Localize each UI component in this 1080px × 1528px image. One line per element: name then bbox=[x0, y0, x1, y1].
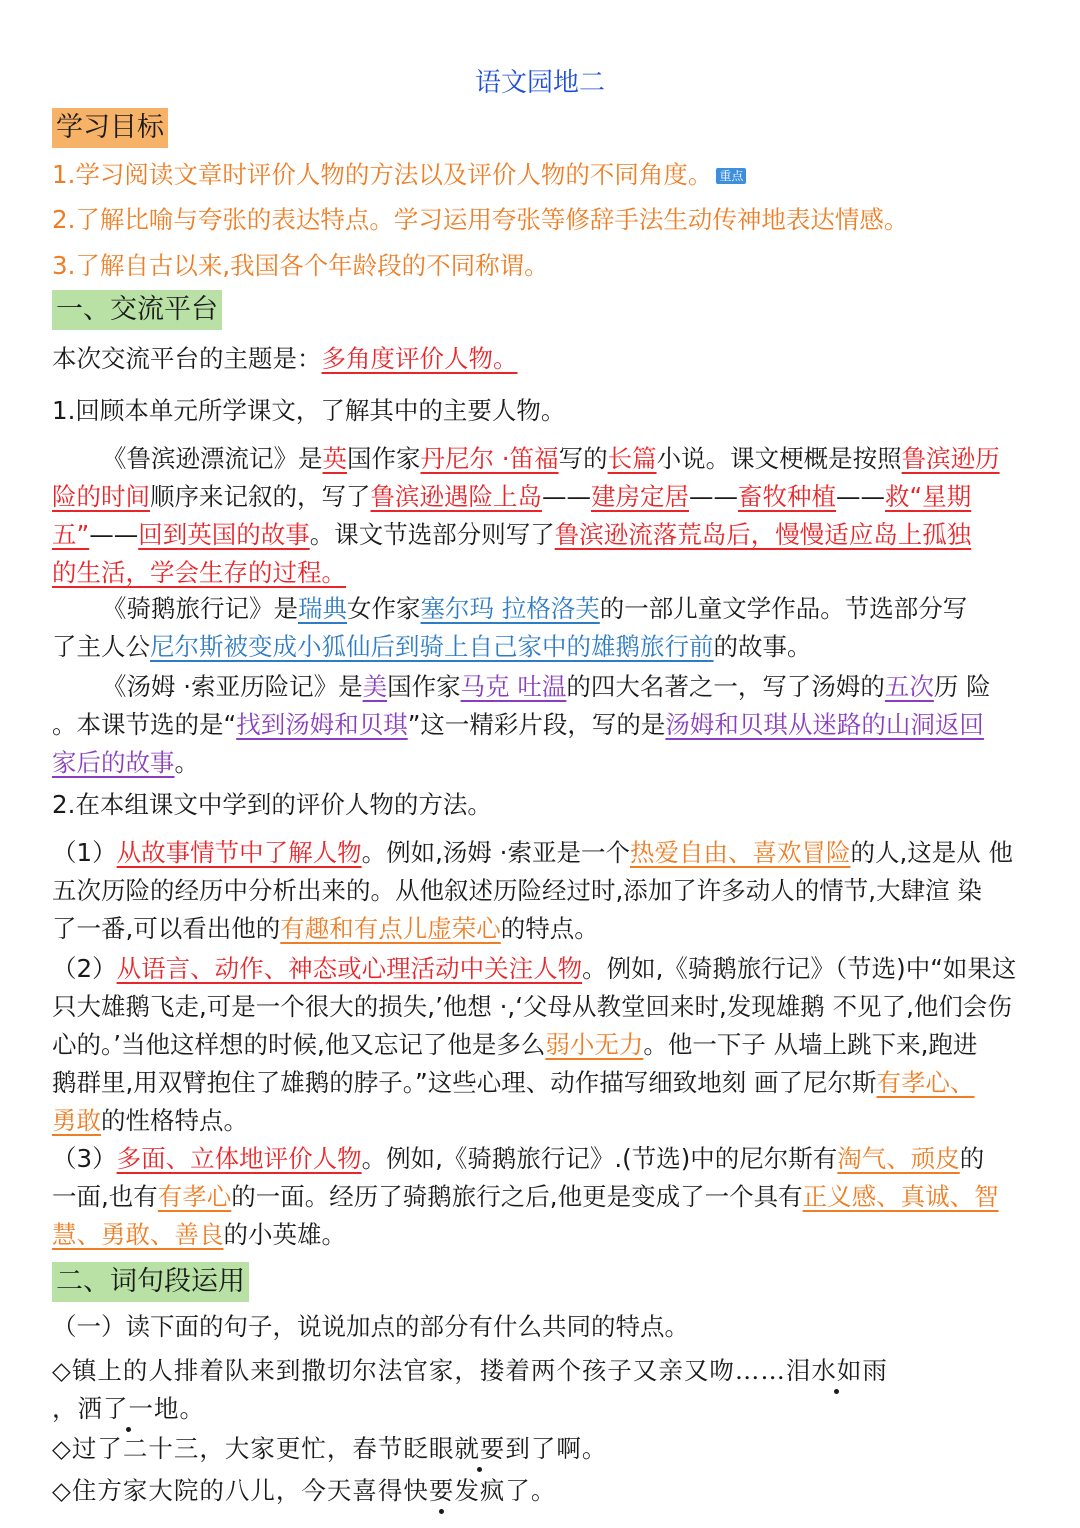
text-segment: 瑞典 bbox=[298, 594, 347, 623]
section-2-heading: 二、词句段运用 bbox=[52, 1262, 249, 1302]
text-line bbox=[52, 706, 1027, 744]
text-segment: 本次交流平台的主题是： bbox=[52, 344, 322, 373]
text-segment: 的人,这是从 他 bbox=[850, 838, 1014, 867]
section-1-heading: 一、交流平台 bbox=[52, 290, 222, 330]
text-segment: 热爱自由、喜欢冒险 bbox=[629, 838, 851, 867]
text-segment: ， bbox=[52, 1394, 78, 1423]
text-segment: 找到汤姆和贝琪 bbox=[236, 710, 408, 739]
text-line bbox=[52, 910, 1027, 948]
text-segment: 顺序来记叙的，写了 bbox=[150, 482, 371, 511]
text-segment: 《汤姆 ·索亚历险记》是 bbox=[102, 672, 363, 701]
text-segment: （3） bbox=[52, 1144, 117, 1173]
text-segment: ◇镇上的人排着队来到撒切尔法官家，搂着两个孩子又亲又吻…… bbox=[52, 1356, 786, 1385]
theme-line bbox=[52, 340, 1027, 375]
text-segment: 的小英雄。 bbox=[223, 1220, 346, 1249]
goals-heading: 学习目标 bbox=[52, 108, 168, 148]
text-segment: 长篇 bbox=[607, 444, 657, 473]
question-2: 2.在本组课文中学到的评价人物的方法。 bbox=[52, 790, 492, 819]
text-segment: 。本课节选的是“ bbox=[52, 710, 237, 739]
text-segment: 。 bbox=[530, 1476, 557, 1505]
text-segment: 马克 吐温 bbox=[460, 672, 567, 701]
text-line bbox=[52, 668, 1027, 706]
text-segment: 畜牧种植 bbox=[738, 482, 836, 511]
text-line bbox=[52, 744, 1027, 782]
sentence-3 bbox=[52, 1472, 556, 1507]
text-segment: 眨眼就要到了 bbox=[403, 1430, 556, 1465]
text-segment: 只大雄鹅飞走,可是一个很大的损失,’他想 ·,‘父母从教堂回来时,发现雄鹅 不见了,他们会伤 bbox=[52, 992, 1012, 1021]
text-line bbox=[52, 554, 1027, 592]
text-segment: 啊。 bbox=[556, 1434, 608, 1463]
text-segment: 。 bbox=[179, 1394, 205, 1423]
text-segment: 的一面。经历了骑鹅旅行之后,他更是变成了一个具有 bbox=[231, 1182, 803, 1211]
text-line bbox=[52, 1178, 1027, 1216]
text-segment: 《鲁滨逊漂流记》是 bbox=[102, 444, 323, 473]
text-segment: 回到英国的故事 bbox=[138, 520, 310, 549]
text-segment: 从故事情节中了解人物 bbox=[116, 838, 362, 867]
text-segment: 洒了一地 bbox=[78, 1390, 180, 1425]
text-segment: 《骑鹅旅行记》是 bbox=[102, 594, 298, 623]
text-segment: 勇敢 bbox=[52, 1106, 101, 1135]
text-segment: 美 bbox=[362, 672, 388, 701]
sentence-1 bbox=[52, 1352, 888, 1387]
method-1 bbox=[52, 834, 1027, 948]
text-line bbox=[52, 1216, 1027, 1254]
text-segment: （1） bbox=[52, 838, 117, 867]
text-segment: 慧、勇敢、善良 bbox=[52, 1220, 224, 1249]
method-3 bbox=[52, 1140, 1027, 1254]
text-segment: 。他一下子 从墙上跳下来,跑进 bbox=[643, 1030, 978, 1059]
text-line bbox=[52, 516, 1027, 554]
exercise-question: （一）读下面的句子，说说加点的部分有什么共同的特点。 bbox=[52, 1312, 689, 1341]
text-line bbox=[52, 1140, 1027, 1178]
text-segment: 五次 bbox=[884, 672, 934, 701]
text-segment: 救“星期 bbox=[885, 482, 972, 511]
text-segment: —— bbox=[689, 482, 738, 511]
text-segment: ”这一精彩片段，写的是 bbox=[407, 710, 666, 739]
sentence-1-cont bbox=[52, 1390, 205, 1425]
text-line bbox=[52, 872, 1027, 910]
text-segment: 汤姆和贝琪从迷路的山洞返回 bbox=[665, 710, 984, 739]
text-line bbox=[52, 1102, 1027, 1140]
theme-text: 多角度评价人物。 bbox=[321, 344, 518, 373]
text-line bbox=[52, 988, 1027, 1026]
text-segment: 鲁滨逊历 bbox=[901, 444, 1000, 473]
text-segment: 的一部儿童文学作品。节选部分写 bbox=[599, 594, 968, 623]
goal-item-3: 3.了解自古以来,我国各个年龄段的不同称谓。 bbox=[52, 251, 549, 280]
text-segment: 鲁滨逊遇险上岛 bbox=[370, 482, 542, 511]
text-line bbox=[52, 950, 1027, 988]
text-segment: 有趣和有点儿虚荣心 bbox=[280, 914, 501, 943]
text-segment: ◇住方家大院的八儿，今天 bbox=[52, 1476, 353, 1505]
text-segment: 。例如,汤姆 ·索亚是一个 bbox=[361, 838, 630, 867]
text-segment: 险的时间 bbox=[52, 482, 150, 511]
text-segment: 尼尔斯被变成小狐仙后到骑上自己家中的雄鹅旅行前 bbox=[150, 632, 714, 661]
text-segment: 多面、立体地评价人物 bbox=[116, 1144, 362, 1173]
text-segment: 国作家 bbox=[347, 444, 421, 473]
text-segment: 的生活，学会生存的过程。 bbox=[52, 558, 346, 587]
text-segment: 了主人公 bbox=[52, 632, 150, 661]
text-segment: 有孝心 bbox=[157, 1182, 232, 1211]
text-line bbox=[52, 440, 1027, 478]
text-segment: 1.学习阅读文章时评价人物的方法以及评价人物的不同角度。 bbox=[52, 160, 713, 189]
text-line bbox=[52, 478, 1027, 516]
text-segment: 历 险 bbox=[933, 672, 991, 701]
text-segment: 女作家 bbox=[347, 594, 421, 623]
text-line bbox=[52, 1064, 1027, 1102]
text-segment: 。课文节选部分则写了 bbox=[309, 520, 555, 549]
question-1: 1.回顾本单元所学课文，了解其中的主要人物。 bbox=[52, 396, 566, 425]
text-segment: 的 bbox=[959, 1144, 985, 1173]
page-title: 语文园地二 bbox=[474, 68, 605, 98]
text-segment: 弱小无力 bbox=[545, 1030, 644, 1059]
key-point-badge: 重点 bbox=[716, 168, 746, 184]
text-segment: —— bbox=[542, 482, 591, 511]
text-segment: ◇过了二十三，大家更忙，春节 bbox=[52, 1434, 404, 1463]
text-segment: 英 bbox=[322, 444, 347, 473]
text-segment: 五” bbox=[52, 520, 90, 549]
text-segment: 国作家 bbox=[387, 672, 461, 701]
text-segment: 塞尔玛 拉格洛芙 bbox=[420, 594, 600, 623]
text-segment: 小说。课文梗概是按照 bbox=[656, 444, 902, 473]
text-segment: 有孝心、 bbox=[876, 1068, 975, 1097]
text-segment: 家后的故事 bbox=[52, 748, 175, 777]
text-segment: 泪水如雨 bbox=[786, 1352, 888, 1387]
paragraph-nils bbox=[52, 590, 1027, 666]
text-segment: 五次历险的经历中分析出来的。从他叙述历险经过时,添加了许多动人的情节,大肆渲 染 bbox=[52, 876, 982, 905]
text-segment: 一面,也有 bbox=[52, 1182, 158, 1211]
paragraph-tom bbox=[52, 668, 1027, 782]
text-segment: 丹尼尔 ·笛福 bbox=[420, 444, 559, 473]
text-segment: （2） bbox=[52, 954, 117, 983]
text-segment: 的性格特点。 bbox=[101, 1106, 248, 1135]
text-line bbox=[52, 1026, 1027, 1064]
text-segment: 的故事。 bbox=[713, 632, 812, 661]
text-segment: 从语言、动作、神态或心理活动中关注人物 bbox=[116, 954, 583, 983]
text-segment: 的特点。 bbox=[500, 914, 599, 943]
text-line bbox=[52, 834, 1027, 872]
paragraph-robinson bbox=[52, 440, 1027, 592]
text-line bbox=[52, 628, 1027, 666]
text-segment: 鹅群里,用双臂抱住了雄鹅的脖子。”这些心理、动作描写细致地刻 画了尼尔斯 bbox=[52, 1068, 877, 1097]
text-segment: 了一番,可以看出他的 bbox=[52, 914, 281, 943]
text-segment: 淘气、顽皮 bbox=[837, 1144, 960, 1173]
text-segment: —— bbox=[836, 482, 885, 511]
text-segment: 心的。’当他这样想的时候,他又忘记了他是多么 bbox=[52, 1030, 546, 1059]
text-segment: 的四大名著之一，写了汤姆的 bbox=[566, 672, 885, 701]
goal-item-1 bbox=[52, 156, 746, 191]
method-2 bbox=[52, 950, 1027, 1140]
text-segment: 建房定居 bbox=[591, 482, 689, 511]
text-segment: —— bbox=[89, 520, 139, 549]
sentence-2 bbox=[52, 1430, 607, 1465]
text-segment: 。例如,《骑鹅旅行记》.(节选)中的尼尔斯有 bbox=[361, 1144, 838, 1173]
text-segment: 喜得快要发疯了 bbox=[352, 1472, 531, 1507]
text-segment: 正义感、真诚、智 bbox=[802, 1182, 999, 1211]
text-segment: 写的 bbox=[558, 444, 608, 473]
goal-item-2: 2.了解比喻与夸张的表达特点。学习运用夸张等修辞手法生动传神地表达情感。 bbox=[52, 205, 909, 234]
text-segment: 鲁滨逊流落荒岛后，慢慢适应岛上孤独 bbox=[554, 520, 972, 549]
text-line bbox=[52, 590, 1027, 628]
text-segment: 。例如,《骑鹅旅行记》（节选)中“如果这 bbox=[582, 954, 1017, 983]
text-segment: 。 bbox=[174, 748, 199, 777]
